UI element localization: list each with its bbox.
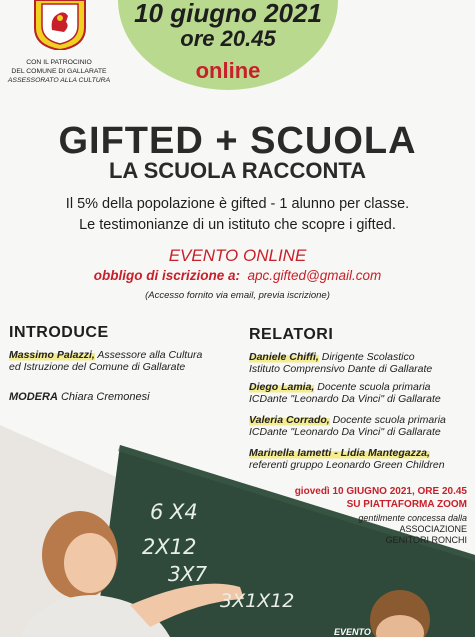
event-mode: online	[195, 58, 261, 83]
relatore-role: Dirigente Scolastico	[318, 351, 415, 363]
relatori-heading: RELATORI	[249, 326, 334, 343]
modera-name: Chiara Cremonesi	[57, 391, 150, 403]
lead-line-2: Le testimonianze di un istituto che scopre i gifted.	[79, 217, 396, 233]
modera-label: MODERA	[9, 391, 58, 403]
relatore-name: Marinella Iametti - Lidia Mantegazza,	[249, 447, 430, 459]
relatore-role: Docente scuola primaria	[314, 381, 431, 393]
registration-note: (Accesso fornito via email, previa iscrizione)	[145, 290, 330, 301]
chalk-line-1: 6 X4	[150, 500, 198, 524]
page-subtitle: LA SCUOLA RACCONTA	[108, 158, 367, 183]
registration-line	[0, 268, 475, 283]
registration-email[interactable]: apc.gifted@gmail.com	[247, 268, 382, 283]
platform-credit3: GENITORI RONCHI	[385, 535, 467, 545]
relatore-name: Diego Lamia,	[249, 381, 315, 393]
patronage-line2: DEL COMUNE DI GALLARATE	[11, 68, 107, 75]
introduce-role1: Assessore alla Cultura	[94, 349, 203, 361]
chalk-line-3: 3X7	[168, 562, 208, 586]
chalk-line-2: 2X12	[142, 535, 197, 559]
chalk-line-4: 3X1X12	[220, 590, 295, 612]
platform-when: giovedì 10 GIUGNO 2021, ORE 20.45	[294, 486, 467, 497]
introduce-role2: ed Istruzione del Comune di Gallarate	[9, 361, 186, 373]
footer-badge: EVENTO	[334, 627, 371, 637]
patronage-line3: ASSESSORATO ALLA CULTURA	[7, 77, 111, 84]
event-online-label: EVENTO ONLINE	[168, 246, 307, 265]
platform-where: SU PIATTAFORMA ZOOM	[346, 499, 467, 510]
relatore-1	[249, 351, 473, 375]
gallarate-crest-icon	[30, 0, 90, 50]
relatore-role: Docente scuola primaria	[329, 414, 446, 426]
relatore-institution: Istituto Comprensivo Dante di Gallarate	[249, 363, 433, 375]
relatore-2	[249, 381, 473, 405]
relatore-institution: referenti gruppo Leonardo Green Children	[249, 459, 445, 471]
relatore-institution: ICDante "Leonardo Da Vinci" di Gallarate	[249, 393, 441, 405]
relatore-name: Valeria Corrado,	[249, 414, 330, 426]
event-time: ore 20.45	[180, 26, 276, 51]
page-title: GIFTED + SCUOLA	[58, 120, 417, 162]
platform-credit1: gentilmente concessa dalla	[358, 513, 467, 523]
introduce-name: Massimo Palazzi,	[9, 349, 95, 361]
patronage-line1: CON IL PATROCINIO	[26, 59, 92, 66]
registration-label: obbligo di iscrizione a:	[93, 268, 240, 283]
platform-credit2: ASSOCIAZIONE	[399, 524, 467, 534]
modera-block	[9, 391, 150, 403]
introduce-block	[9, 349, 229, 373]
event-date: 10 giugno 2021	[134, 0, 322, 28]
lead-line-1: Il 5% della popolazione è gifted - 1 alunno per classe.	[65, 196, 410, 212]
relatore-institution: ICDante "Leonardo Da Vinci" di Gallarate	[249, 426, 441, 438]
relatore-name: Daniele Chiffi,	[249, 351, 319, 363]
introduce-heading: INTRODUCE	[9, 324, 109, 341]
